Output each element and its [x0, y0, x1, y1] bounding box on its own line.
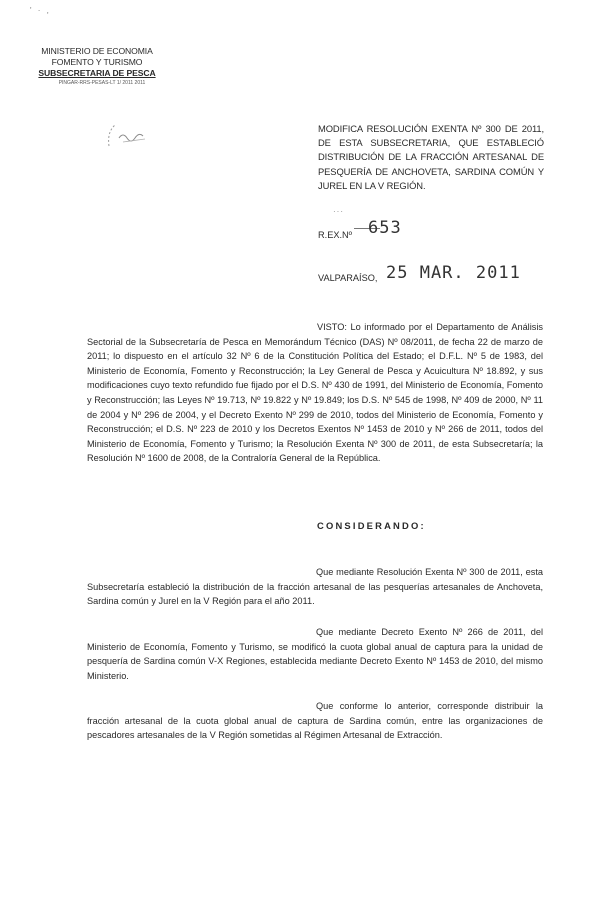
date-stamp: 25 MAR. 2011 [386, 263, 521, 283]
ministry-line-1: MINISTERIO DE ECONOMIA [41, 46, 153, 56]
scan-marks: ' · , [30, 6, 51, 15]
scan-mark: ··· [333, 207, 344, 216]
city-label: VALPARAÍSO, [318, 273, 378, 283]
considerando-paragraph-2: Que mediante Decreto Exento Nº 266 de 2011, del Ministerio de Economía, Fomento y Turismo, se modificó la cuota global anual de captura para la unidad de pesquería de Sardina común V-X Regiones, establecida mediante Decreto Exento Nº 1453 de 2010, del mismo Ministerio. [87, 627, 543, 681]
subsecretaria-heading: SUBSECRETARIA DE PESCA [38, 68, 156, 78]
resolution-number-label: R.EX.Nº [318, 230, 352, 240]
round-stamp-icon [105, 120, 159, 150]
ministry-line-2: FOMENTO Y TURISMO [51, 57, 143, 67]
considerando-heading: CONSIDERANDO: [317, 520, 426, 531]
considerando-paragraph-3: Que conforme lo anterior, corresponde distribuir la fracción artesanal de la cuota global anual de captura de Sardina común, entre las organizaciones de pescadores artesanales de la V Región sometidas al Régimen Artesanal de Extracción. [87, 701, 543, 741]
resolution-number: 653 [368, 218, 402, 238]
visto-paragraph: VISTO: Lo informado por el Departamento de Análisis Sectorial de la Subsecretaría de Pesca en Memorándum Técnico (DAS) Nº 08/2011, de fecha 22 de marzo de 2011; lo dispuesto en el artículo 32 Nº 6 de la Constitución Política del Estado; el D.F.L. Nº 5 de 1983, del Ministerio de Economía, Fomento y Reconstrucción; la Ley General de Pesca y Acuicultura Nº 18.892, y sus modificaciones cuyo texto refundido fue fijado por el D.S. Nº 430 de 1991, del Ministerio de Economía, Fomento y Reconstrucción; las Leyes Nº 19.713, Nº 19.822 y Nº 19.849; los D.S. Nº 545 de 1998, Nº 409 de 2000, Nº 11 de 2004 y Nº 296 de 2004, y el Decreto Exento Nº 299 de 2010, todos del Ministerio de Economía, Fomento y Reconstrucción; el D.S. Nº 223 de 2010 y los Decretos Exentos Nº 1453 de 2010 y Nº 266 de 2011, todos del Ministerio de Economía, Fomento y Turismo; la Resolución Exenta Nº 300 de 2011, de esta Subsecretaría; la Resolución Nº 1600 de 2008, de la Contraloría General de la República. [87, 322, 543, 464]
header-small-line: PINGAR-RRS-PESAS-LT 1/ 2011 2011 [58, 80, 146, 86]
resolution-title: MODIFICA RESOLUCIÓN EXENTA Nº 300 DE 2011, DE ESTA SUBSECRETARIA, QUE ESTABLECIÓ DISTRIBUCIÓN DE LA FRACCIÓN ARTESANAL DE PESQUERÍA DE ANCHOVETA, SARDINA COMÚN Y JUREL EN LA V REGIÓN. [318, 123, 544, 191]
considerando-paragraph-1: Que mediante Resolución Exenta Nº 300 de 2011, esta Subsecretaría estableció la distribución de la fracción artesanal de las pesquerías artesanales de Anchoveta, Sardina común y Jurel en la V Región para el año 2011. [87, 567, 543, 607]
